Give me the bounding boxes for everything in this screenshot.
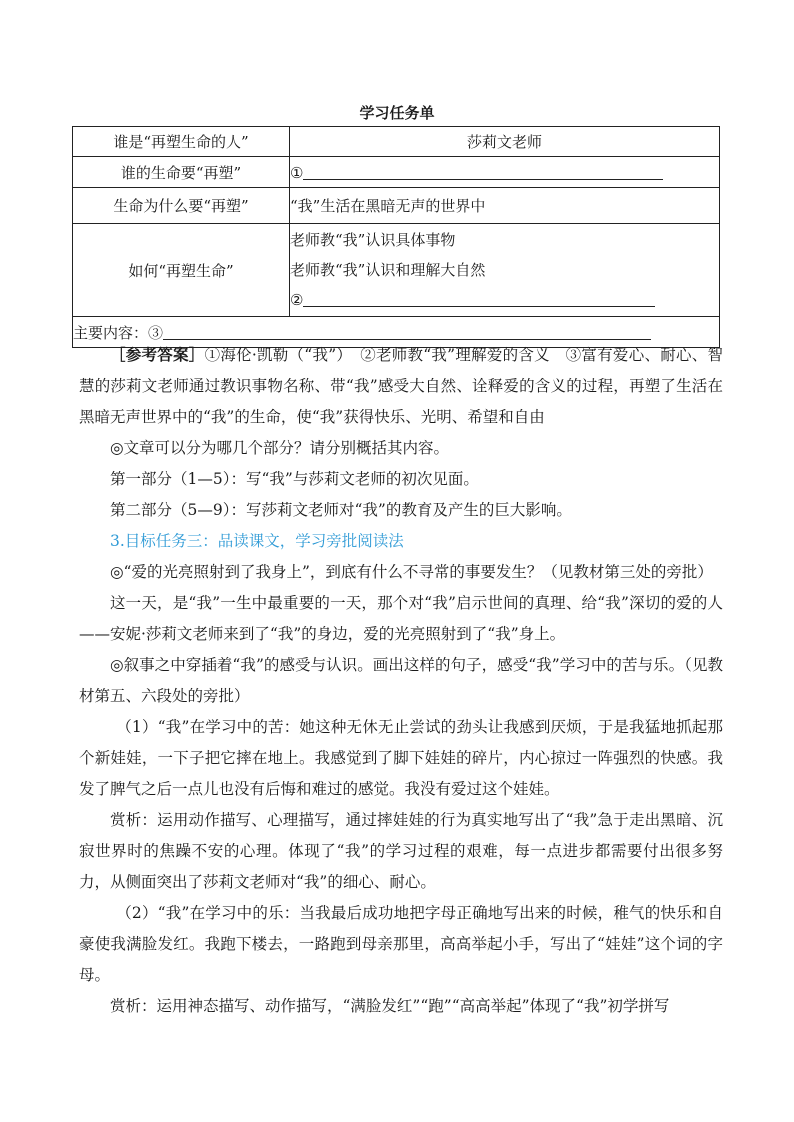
row-value: 莎莉文老师 xyxy=(290,127,720,157)
fill-blank-line xyxy=(163,323,651,340)
question: ◎叙事之中穿插着“我”的感受与认识。画出这样的句子，感受“我”学习中的苦与乐。（见教材第五、六段处的旁批） xyxy=(79,656,723,705)
excerpt: （2）“我”在学习中的乐：当我最后成功地把字母正确地写出来的时候，稚气的快乐和自豪使我满脸发红。我跑下楼去，一路跑到母亲那里，高高举起小手，写出了“娃娃”这个词的字母。 xyxy=(79,904,723,984)
task-table xyxy=(72,126,720,348)
row-label: 如何“再塑生命” xyxy=(73,224,290,317)
answer-text: ①海伦·凯勒（“我”） ②老师教“我”理解爱的含义 ③富有爱心、耐心、智慧的莎莉文老师通过教识事物名称、带“我”感受大自然、诠释爱的含义的过程，再塑了生活在黑暗无声世界中的“我”的生命，使“我”获得快乐、光明、希望和自由 xyxy=(79,346,723,426)
summary-label: 主要内容：③ xyxy=(73,323,164,342)
row-value xyxy=(290,157,720,188)
method-line: 老师教“我”认识和理解大自然 xyxy=(290,261,486,279)
row-label: 生命为什么要“再塑” xyxy=(73,188,290,224)
answer-paragraph: 这一天，是“我”一生中最重要的一天，那个对“我”启示世间的真理、给“我”深切的爱的人——安妮·莎莉文老师来到了“我”的身边，爱的光亮照射到了“我”身上。 xyxy=(79,594,723,643)
question: ◎文章可以分为哪几个部分？请分别概括其内容。 xyxy=(110,439,450,457)
row-value: “我”生活在黑暗无声的世界中 xyxy=(290,188,720,224)
table-row xyxy=(73,127,720,157)
answer-label: ［参考答案］ xyxy=(110,346,205,364)
row-value xyxy=(290,224,720,317)
excerpt: （1）“我”在学习中的苦：她这种无休无止尝试的劲头让我感到厌烦，于是我猛地抓起那个新娃娃，一下子把它摔在地上。我感觉到了脚下娃娃的碎片，内心掠过一阵强烈的快感。我发了脾气之后一点儿也没有后悔和难过的感觉。我没有爱过这个娃娃。 xyxy=(79,718,723,798)
worksheet-title: 学习任务单 xyxy=(359,104,435,122)
table-row xyxy=(73,188,720,224)
answer-paragraph xyxy=(79,340,723,433)
method-line xyxy=(290,285,719,315)
answer-body xyxy=(79,340,723,1022)
table-row xyxy=(73,224,720,317)
row-label: 谁是“再塑生命的人” xyxy=(73,127,290,157)
method-line: 老师教“我”认识具体事物 xyxy=(290,231,456,249)
section-heading: 3.目标任务三：品读课文，学习旁批阅读法 xyxy=(110,532,404,550)
blank-marker: ② xyxy=(290,291,304,309)
row-label: 谁的生命要“再塑” xyxy=(73,157,290,188)
fill-blank-line xyxy=(303,163,663,180)
table-row xyxy=(73,157,720,188)
analysis: 赏析：运用动作描写、心理描写，通过摔娃娃的行为真实地写出了“我”急于走出黑暗、沉寂世界时的焦躁不安的心理。体现了“我”的学习过程的艰难，每一点进步都需要付出很多努力，从侧面突出了莎莉文老师对“我”的细心、耐心。 xyxy=(79,811,723,891)
fill-blank-line xyxy=(303,290,655,307)
analysis: 赏析：运用神态描写、动作描写，“满脸发红”“跑”“高高举起”体现了“我”初学拼写 xyxy=(110,997,670,1015)
part-summary: 第二部分（5—9）：写莎莉文老师对“我”的教育及产生的巨大影响。 xyxy=(110,501,572,519)
part-summary: 第一部分（1—5）：写“我”与莎莉文老师的初次见面。 xyxy=(110,470,479,488)
blank-marker: ① xyxy=(290,163,304,182)
question: ◎“爱的光亮照射到了我身上”，到底有什么不寻常的事要发生？（见教材第三处的旁批） xyxy=(110,563,713,581)
